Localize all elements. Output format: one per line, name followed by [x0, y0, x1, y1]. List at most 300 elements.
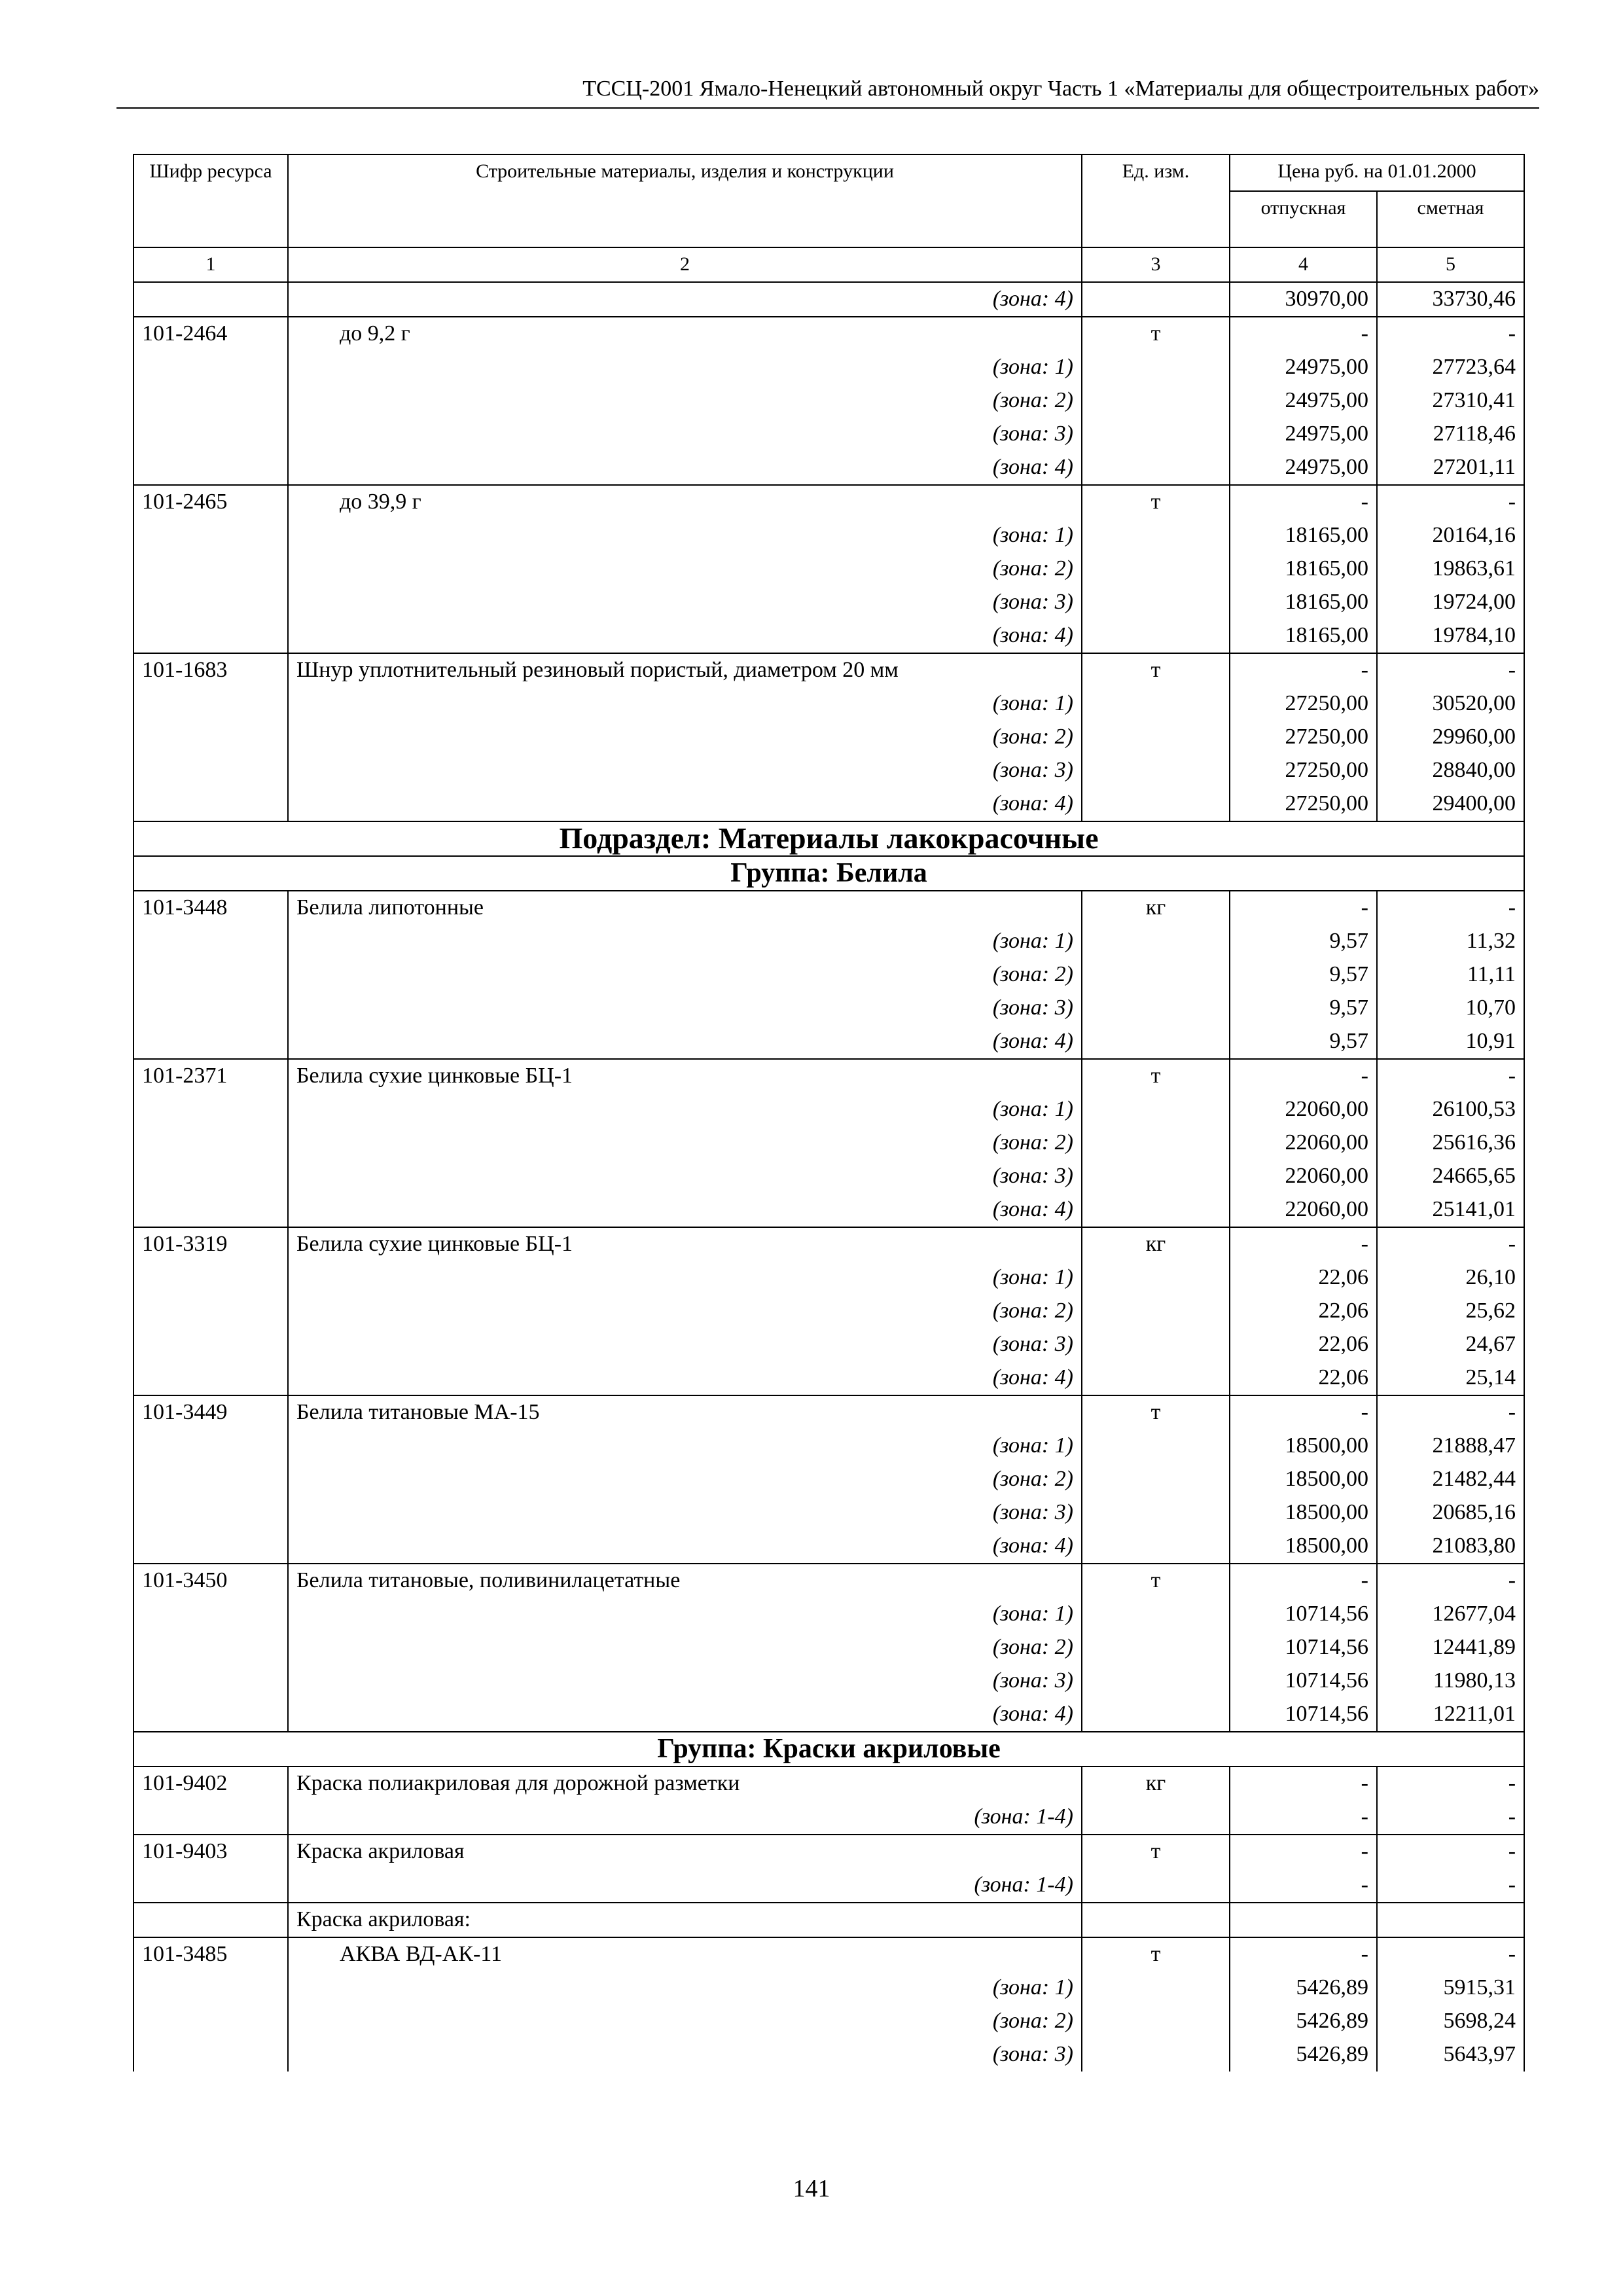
release-price: - — [1230, 1564, 1377, 1598]
unit-empty — [1082, 1261, 1230, 1295]
resource-code-empty — [134, 1801, 288, 1835]
resource-code-empty — [134, 1631, 288, 1664]
release-price: 24975,00 — [1230, 351, 1377, 384]
unit-empty — [1082, 1530, 1230, 1564]
estimate-price: 21482,44 — [1377, 1463, 1524, 1496]
zone-label: (зона: 1) — [288, 925, 1082, 958]
resource-code-empty — [134, 925, 288, 958]
release-price: 22060,00 — [1230, 1160, 1377, 1193]
zone-label: (зона: 1) — [288, 519, 1082, 552]
material-name: Белила сухие цинковые БЦ-1 — [288, 1227, 1082, 1261]
estimate-price: - — [1377, 485, 1524, 519]
estimate-price: - — [1377, 1395, 1524, 1429]
group-heading-row — [134, 856, 1524, 891]
release-price: 18500,00 — [1230, 1429, 1377, 1463]
table-row — [134, 1227, 1524, 1261]
release-price: 10714,56 — [1230, 1698, 1377, 1732]
material-name: Белила титановые, поливинилацетатные — [288, 1564, 1082, 1598]
zone-row — [134, 418, 1524, 451]
unit-empty — [1082, 1295, 1230, 1328]
zone-label: (зона: 1) — [288, 1261, 1082, 1295]
unit-empty — [1082, 2038, 1230, 2072]
material-name: до 39,9 г — [288, 485, 1082, 519]
release-price: - — [1230, 1227, 1377, 1261]
column-number: 1 — [134, 247, 288, 282]
zone-row — [134, 2005, 1524, 2038]
resource-code-empty — [134, 2038, 288, 2072]
estimate-price: 25,14 — [1377, 1361, 1524, 1395]
zone-label: (зона: 1) — [288, 1971, 1082, 2005]
zone-row — [134, 451, 1524, 485]
release-price: 18165,00 — [1230, 619, 1377, 653]
zone-row — [134, 1869, 1524, 1903]
resource-code: 101-1683 — [134, 653, 288, 687]
release-price: 5426,89 — [1230, 1971, 1377, 2005]
zone-row — [134, 1631, 1524, 1664]
estimate-price: 28840,00 — [1377, 754, 1524, 787]
zone-label: (зона: 4) — [288, 619, 1082, 653]
zone-label: (зона: 4) — [288, 1025, 1082, 1059]
zone-label: (зона: 3) — [288, 1328, 1082, 1361]
unit-empty — [1082, 992, 1230, 1025]
release-price: - — [1230, 1767, 1377, 1801]
zone-row — [134, 1126, 1524, 1160]
estimate-price: - — [1377, 1869, 1524, 1903]
zone-label: (зона: 4) — [288, 1361, 1082, 1395]
zone-label: (зона: 2) — [288, 1463, 1082, 1496]
release-price: 22,06 — [1230, 1261, 1377, 1295]
material-name: Краска акриловая: — [288, 1903, 1082, 1937]
material-name: Белила титановые МА-15 — [288, 1395, 1082, 1429]
resource-code-empty — [134, 1530, 288, 1564]
zone-label: (зона: 1-4) — [288, 1869, 1082, 1903]
release-price: 9,57 — [1230, 992, 1377, 1025]
zone-label: (зона: 2) — [288, 384, 1082, 418]
release-price: 24975,00 — [1230, 418, 1377, 451]
resource-code-empty — [134, 1126, 288, 1160]
header-release: отпускная — [1230, 191, 1377, 247]
zone-row — [134, 992, 1524, 1025]
zone-label: (зона: 2) — [288, 552, 1082, 586]
unit-empty — [1082, 282, 1230, 317]
header-code: Шифр ресурса — [134, 154, 288, 247]
unit-empty — [1082, 418, 1230, 451]
estimate-price: 21083,80 — [1377, 1530, 1524, 1564]
release-price: 9,57 — [1230, 1025, 1377, 1059]
estimate-price: 19784,10 — [1377, 619, 1524, 653]
zone-label: (зона: 3) — [288, 992, 1082, 1025]
zone-row — [134, 958, 1524, 992]
estimate-price: 33730,46 — [1377, 282, 1524, 317]
zone-label: (зона: 4) — [288, 1698, 1082, 1732]
header-unit: Ед. изм. — [1082, 154, 1230, 247]
resource-code-empty — [134, 992, 288, 1025]
estimate-price: 21888,47 — [1377, 1429, 1524, 1463]
zone-row — [134, 1160, 1524, 1193]
unit-empty — [1082, 1801, 1230, 1835]
zone-label: (зона: 4) — [288, 282, 1082, 317]
resource-code-empty — [134, 2005, 288, 2038]
estimate-price: 27723,64 — [1377, 351, 1524, 384]
estimate-price: - — [1377, 317, 1524, 351]
resource-code: 101-3450 — [134, 1564, 288, 1598]
release-price: 30970,00 — [1230, 282, 1377, 317]
unit-empty — [1082, 925, 1230, 958]
release-price: - — [1230, 1835, 1377, 1869]
unit-of-measure: т — [1082, 317, 1230, 351]
unit-empty — [1082, 1463, 1230, 1496]
estimate-price: 11,11 — [1377, 958, 1524, 992]
zone-row — [134, 552, 1524, 586]
unit-empty — [1082, 351, 1230, 384]
estimate-price: - — [1377, 1059, 1524, 1093]
unit-empty — [1082, 586, 1230, 619]
table-row — [134, 1767, 1524, 1801]
unit-empty — [1082, 754, 1230, 787]
table-row — [134, 1395, 1524, 1429]
unit-of-measure — [1082, 1903, 1230, 1937]
estimate-price: 30520,00 — [1377, 687, 1524, 721]
zone-label: (зона: 2) — [288, 1631, 1082, 1664]
resource-code: 101-2465 — [134, 485, 288, 519]
resource-code-empty — [134, 351, 288, 384]
resource-code-empty — [134, 586, 288, 619]
zone-row — [134, 1261, 1524, 1295]
estimate-price — [1377, 1903, 1524, 1937]
estimate-price: 24665,65 — [1377, 1160, 1524, 1193]
resource-code-empty — [134, 958, 288, 992]
unit-empty — [1082, 1126, 1230, 1160]
resource-code: 101-3449 — [134, 1395, 288, 1429]
estimate-price: - — [1377, 1767, 1524, 1801]
zone-row — [134, 1328, 1524, 1361]
zone-row — [134, 1698, 1524, 1732]
release-price: 10714,56 — [1230, 1631, 1377, 1664]
zone-label: (зона: 3) — [288, 1496, 1082, 1530]
release-price: - — [1230, 1869, 1377, 1903]
resource-code-empty — [134, 1193, 288, 1227]
zone-label: (зона: 2) — [288, 721, 1082, 754]
estimate-price: 20164,16 — [1377, 519, 1524, 552]
unit-empty — [1082, 721, 1230, 754]
estimate-price: 10,91 — [1377, 1025, 1524, 1059]
resource-code-empty — [134, 1328, 288, 1361]
resource-code-empty — [134, 1025, 288, 1059]
unit-empty — [1082, 1698, 1230, 1732]
zone-row — [134, 384, 1524, 418]
column-number: 3 — [1082, 247, 1230, 282]
release-price: - — [1230, 1801, 1377, 1835]
unit-empty — [1082, 958, 1230, 992]
table-header-row — [134, 154, 1524, 191]
zone-label: (зона: 1) — [288, 1598, 1082, 1631]
estimate-price: 20685,16 — [1377, 1496, 1524, 1530]
zone-label: (зона: 3) — [288, 586, 1082, 619]
zone-row — [134, 1463, 1524, 1496]
zone-label: (зона: 2) — [288, 958, 1082, 992]
unit-of-measure: т — [1082, 1395, 1230, 1429]
release-price — [1230, 1903, 1377, 1937]
zone-label: (зона: 1-4) — [288, 1801, 1082, 1835]
zone-label: (зона: 2) — [288, 2005, 1082, 2038]
running-head: ТССЦ-2001 Ямало-Ненецкий автономный округ Часть 1 «Материалы для общестроительных работ» — [582, 77, 1539, 101]
unit-empty — [1082, 1093, 1230, 1126]
price-table — [133, 154, 1525, 2072]
release-price: 22,06 — [1230, 1328, 1377, 1361]
estimate-price: 27201,11 — [1377, 451, 1524, 485]
zone-row — [134, 351, 1524, 384]
release-price: 18165,00 — [1230, 586, 1377, 619]
zone-row — [134, 1093, 1524, 1126]
release-price: 9,57 — [1230, 925, 1377, 958]
estimate-price: 26100,53 — [1377, 1093, 1524, 1126]
zone-row — [134, 925, 1524, 958]
estimate-price: 27310,41 — [1377, 384, 1524, 418]
estimate-price: 12677,04 — [1377, 1598, 1524, 1631]
unit-of-measure: т — [1082, 1835, 1230, 1869]
zone-label: (зона: 4) — [288, 451, 1082, 485]
resource-code-empty — [134, 1261, 288, 1295]
material-name: Белила липотонные — [288, 891, 1082, 925]
estimate-price: 19724,00 — [1377, 586, 1524, 619]
material-name: Краска полиакриловая для дорожной разметки — [288, 1767, 1082, 1801]
unit-empty — [1082, 1160, 1230, 1193]
release-price: 10714,56 — [1230, 1598, 1377, 1631]
zone-row — [134, 1193, 1524, 1227]
column-number-row — [134, 247, 1524, 282]
zone-row — [134, 754, 1524, 787]
zone-row — [134, 1971, 1524, 2005]
release-price: 22,06 — [1230, 1295, 1377, 1328]
estimate-price: - — [1377, 1937, 1524, 1971]
unit-empty — [1082, 1361, 1230, 1395]
table-row — [134, 1835, 1524, 1869]
resource-code-empty — [134, 282, 288, 317]
unit-empty — [1082, 1025, 1230, 1059]
release-price: 24975,00 — [1230, 384, 1377, 418]
zone-row — [134, 1530, 1524, 1564]
unit-empty — [1082, 1496, 1230, 1530]
zone-row — [134, 1025, 1524, 1059]
material-name: Краска акриловая — [288, 1835, 1082, 1869]
zone-row — [134, 519, 1524, 552]
unit-empty — [1082, 619, 1230, 653]
zone-row — [134, 787, 1524, 821]
resource-code-empty — [134, 754, 288, 787]
material-name: до 9,2 г — [288, 317, 1082, 351]
release-price: - — [1230, 891, 1377, 925]
resource-code-empty — [134, 721, 288, 754]
unit-empty — [1082, 1664, 1230, 1698]
table-row — [134, 1059, 1524, 1093]
resource-code-empty — [134, 519, 288, 552]
zone-row — [134, 2038, 1524, 2072]
table-row — [134, 653, 1524, 687]
group-title: Группа: Краски акриловые — [134, 1732, 1524, 1767]
release-price: 22,06 — [1230, 1361, 1377, 1395]
table-row — [134, 1903, 1524, 1937]
unit-empty — [1082, 2005, 1230, 2038]
zone-row — [134, 1664, 1524, 1698]
unit-of-measure: т — [1082, 485, 1230, 519]
estimate-price: 29960,00 — [1377, 721, 1524, 754]
estimate-price: 19863,61 — [1377, 552, 1524, 586]
material-name: АКВА ВД-АК-11 — [288, 1937, 1082, 1971]
release-price: - — [1230, 485, 1377, 519]
estimate-price: 25141,01 — [1377, 1193, 1524, 1227]
resource-code-empty — [134, 1429, 288, 1463]
release-price: - — [1230, 1395, 1377, 1429]
resource-code-empty — [134, 687, 288, 721]
resource-code-empty — [134, 619, 288, 653]
unit-of-measure: кг — [1082, 1227, 1230, 1261]
estimate-price: 12211,01 — [1377, 1698, 1524, 1732]
zone-row — [134, 1361, 1524, 1395]
release-price: - — [1230, 653, 1377, 687]
zone-label: (зона: 3) — [288, 1664, 1082, 1698]
zone-row — [134, 687, 1524, 721]
release-price: 5426,89 — [1230, 2038, 1377, 2072]
unit-empty — [1082, 451, 1230, 485]
estimate-price: 5915,31 — [1377, 1971, 1524, 2005]
unit-empty — [1082, 787, 1230, 821]
header-name: Строительные материалы, изделия и конструкции — [288, 154, 1082, 247]
material-name: Шнур уплотнительный резиновый пористый, диаметром 20 мм — [288, 653, 1082, 687]
table-row — [134, 891, 1524, 925]
release-price: 27250,00 — [1230, 787, 1377, 821]
zone-label: (зона: 4) — [288, 787, 1082, 821]
estimate-price: 29400,00 — [1377, 787, 1524, 821]
estimate-price: - — [1377, 1227, 1524, 1261]
zone-row — [134, 1295, 1524, 1328]
zone-label: (зона: 4) — [288, 1193, 1082, 1227]
resource-code-empty — [134, 384, 288, 418]
release-price: 18500,00 — [1230, 1496, 1377, 1530]
column-number: 5 — [1377, 247, 1524, 282]
zone-label: (зона: 1) — [288, 687, 1082, 721]
estimate-price: 12441,89 — [1377, 1631, 1524, 1664]
release-price: 27250,00 — [1230, 721, 1377, 754]
zone-row — [134, 282, 1524, 317]
zone-label: (зона: 1) — [288, 1093, 1082, 1126]
estimate-price: - — [1377, 1835, 1524, 1869]
resource-code-empty — [134, 1598, 288, 1631]
estimate-price: - — [1377, 653, 1524, 687]
unit-empty — [1082, 1971, 1230, 2005]
zone-label: (зона: 1) — [288, 351, 1082, 384]
resource-code: 101-3485 — [134, 1937, 288, 1971]
release-price: 22060,00 — [1230, 1193, 1377, 1227]
release-price: 22060,00 — [1230, 1126, 1377, 1160]
resource-code: 101-9402 — [134, 1767, 288, 1801]
unit-empty — [1082, 1328, 1230, 1361]
unit-empty — [1082, 1193, 1230, 1227]
estimate-price: 5643,97 — [1377, 2038, 1524, 2072]
column-number: 4 — [1230, 247, 1377, 282]
estimate-price: - — [1377, 1801, 1524, 1835]
zone-row — [134, 721, 1524, 754]
table-row — [134, 317, 1524, 351]
resource-code-empty — [134, 1869, 288, 1903]
zone-row — [134, 1801, 1524, 1835]
material-name: Белила сухие цинковые БЦ-1 — [288, 1059, 1082, 1093]
release-price: 9,57 — [1230, 958, 1377, 992]
column-number: 2 — [288, 247, 1082, 282]
unit-of-measure: т — [1082, 1059, 1230, 1093]
resource-code-empty — [134, 1496, 288, 1530]
estimate-price: 25616,36 — [1377, 1126, 1524, 1160]
unit-empty — [1082, 384, 1230, 418]
zone-label: (зона: 4) — [288, 1530, 1082, 1564]
release-price: 27250,00 — [1230, 754, 1377, 787]
unit-empty — [1082, 552, 1230, 586]
resource-code: 101-3448 — [134, 891, 288, 925]
unit-empty — [1082, 687, 1230, 721]
unit-empty — [1082, 1869, 1230, 1903]
unit-empty — [1082, 1598, 1230, 1631]
estimate-price: 27118,46 — [1377, 418, 1524, 451]
resource-code-empty — [134, 1295, 288, 1328]
table-row — [134, 1937, 1524, 1971]
group-heading-row — [134, 1732, 1524, 1767]
resource-code: 101-2371 — [134, 1059, 288, 1093]
price-table-body — [134, 282, 1524, 2072]
zone-row — [134, 619, 1524, 653]
resource-code: 101-3319 — [134, 1227, 288, 1261]
estimate-price: 11980,13 — [1377, 1664, 1524, 1698]
release-price: - — [1230, 317, 1377, 351]
group-title: Группа: Белила — [134, 856, 1524, 891]
zone-row — [134, 1429, 1524, 1463]
estimate-price: 24,67 — [1377, 1328, 1524, 1361]
resource-code-empty — [134, 1971, 288, 2005]
release-price: 10714,56 — [1230, 1664, 1377, 1698]
unit-empty — [1082, 519, 1230, 552]
resource-code-empty — [134, 418, 288, 451]
zone-label: (зона: 1) — [288, 1429, 1082, 1463]
resource-code-empty — [134, 451, 288, 485]
zone-row — [134, 1496, 1524, 1530]
resource-code-empty — [134, 787, 288, 821]
release-price: 18165,00 — [1230, 552, 1377, 586]
header-rule — [116, 107, 1539, 109]
estimate-price: - — [1377, 1564, 1524, 1598]
release-price: 5426,89 — [1230, 2005, 1377, 2038]
subsection-title: Подраздел: Материалы лакокрасочные — [134, 821, 1524, 856]
release-price: 18165,00 — [1230, 519, 1377, 552]
estimate-price: 10,70 — [1377, 992, 1524, 1025]
resource-code: 101-9403 — [134, 1835, 288, 1869]
header-price-group: Цена руб. на 01.01.2000 — [1230, 154, 1524, 191]
resource-code-empty — [134, 1463, 288, 1496]
unit-of-measure: т — [1082, 653, 1230, 687]
zone-label: (зона: 2) — [288, 1295, 1082, 1328]
resource-code-empty — [134, 1160, 288, 1193]
zone-label: (зона: 3) — [288, 2038, 1082, 2072]
unit-empty — [1082, 1631, 1230, 1664]
release-price: - — [1230, 1059, 1377, 1093]
subsection-heading-row — [134, 821, 1524, 856]
resource-code — [134, 1903, 288, 1937]
unit-of-measure: кг — [1082, 891, 1230, 925]
zone-row — [134, 1598, 1524, 1631]
header-estimate: сметная — [1377, 191, 1524, 247]
estimate-price: 11,32 — [1377, 925, 1524, 958]
release-price: 22060,00 — [1230, 1093, 1377, 1126]
release-price: 18500,00 — [1230, 1463, 1377, 1496]
table-row — [134, 485, 1524, 519]
unit-of-measure: кг — [1082, 1767, 1230, 1801]
